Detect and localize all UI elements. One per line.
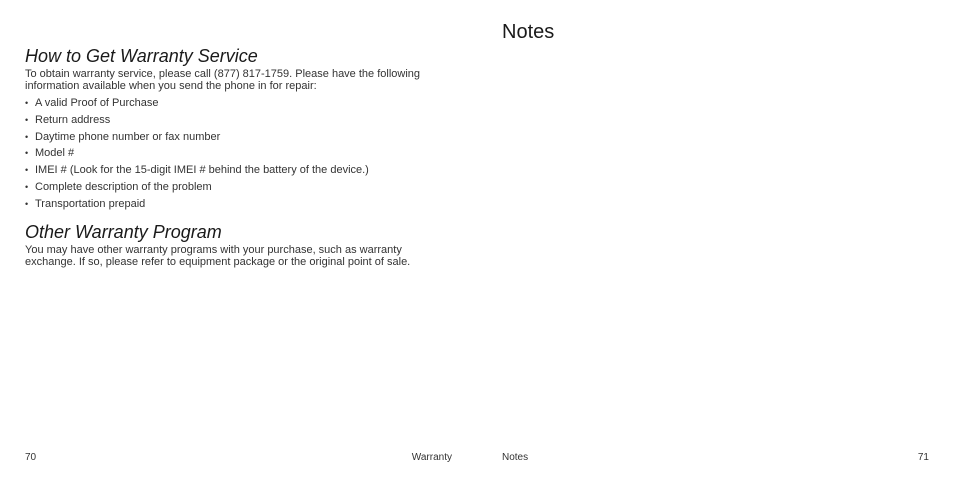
other-warranty-text: You may have other warranty programs with your purchase, such as warranty exchange. If so, please refer to equipment package or the original point of sale. [25,244,411,268]
bullet-icon: • [25,98,29,108]
warranty-service-heading: How to Get Warranty Service [25,46,258,66]
bullet-icon: • [25,148,29,159]
list-item-text: Transportation prepaid [35,197,146,210]
list-item-text: A valid Proof of Purchase [35,97,159,109]
list-item-text: Daytime phone number or fax number [35,130,221,143]
footer-section-label-left: Warranty [411,452,452,463]
footer-section-label-right: Notes [502,452,529,463]
list-item [25,146,369,163]
bullet-icon: • [25,198,29,209]
notes-title: Notes [502,21,555,43]
list-item [25,96,369,113]
bullet-icon: • [25,181,29,192]
warranty-service-intro: To obtain warranty service, please call (877) 817-1759. Please have the following information available when you send the phone in for repair: [25,68,421,92]
list-item-text: IMEI # (Look for the 15-digit IMEI # behind the battery of the device.) [35,164,369,177]
list-item [25,197,369,214]
list-item-text: Return address [35,113,111,126]
list-item-text: Complete description of the problem [35,180,212,193]
bullet-icon: • [25,114,29,125]
required-info-list [25,96,369,214]
list-item [25,163,369,180]
bullet-icon: • [25,165,29,176]
bullet-icon: • [25,131,29,142]
list-item-text: Model # [35,147,75,160]
page-number-left: 70 [25,452,37,463]
right-page [477,0,954,477]
list-item [25,130,369,147]
other-warranty-heading: Other Warranty Program [25,222,222,242]
page-number-right: 71 [917,452,929,463]
list-item [25,113,369,130]
list-item [25,180,369,197]
